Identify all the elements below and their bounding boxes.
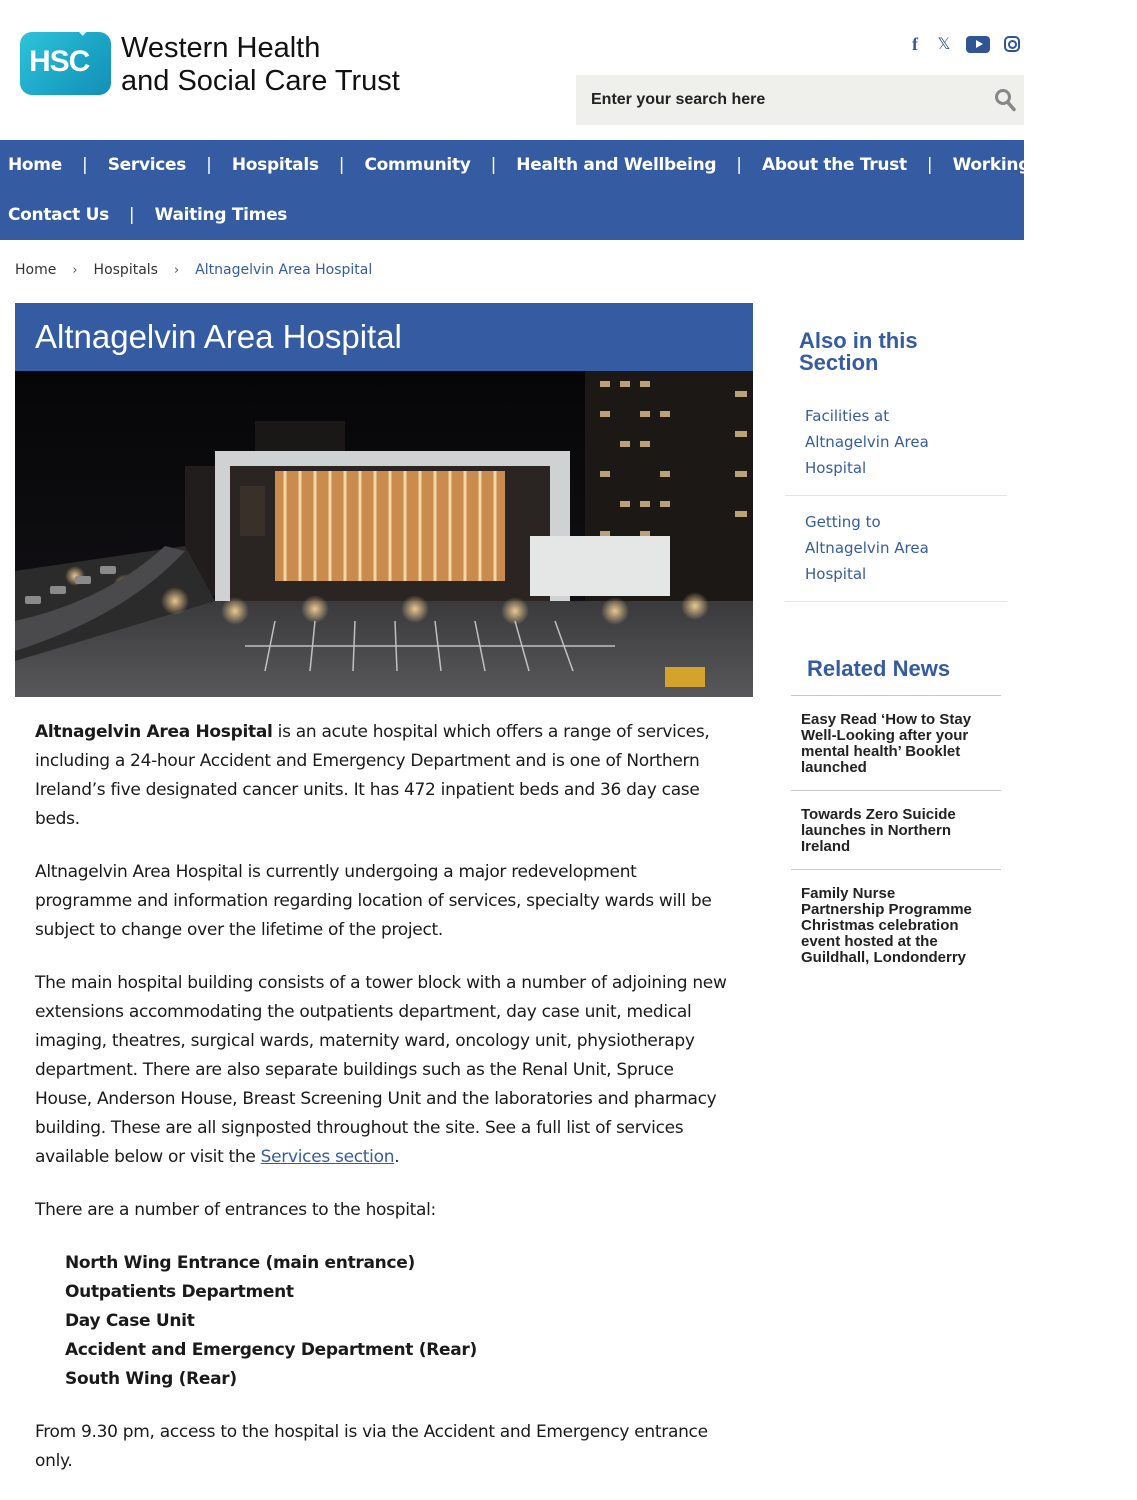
- news-title-line: Christmas celebration: [801, 917, 959, 934]
- logo-swoosh-icon: [69, 22, 129, 107]
- news-title-line: Ireland: [801, 838, 851, 855]
- nav-separator: |: [338, 155, 345, 175]
- also-in-section-title: [799, 330, 918, 374]
- also-title-line2: Section: [799, 350, 879, 375]
- buildings-paragraph: [35, 969, 735, 1172]
- instagram-icon[interactable]: [1004, 36, 1020, 52]
- nav-services[interactable]: Services: [107, 155, 187, 175]
- sidebar-item-label: Getting to: [805, 513, 881, 531]
- entrances-list: [65, 1249, 735, 1394]
- news-title-line: mental health’ Booklet: [801, 743, 961, 760]
- nav-separator: |: [206, 155, 212, 175]
- divider: [791, 869, 1001, 870]
- breadcrumb-home[interactable]: Home: [15, 262, 57, 278]
- breadcrumb-current[interactable]: Altnagelvin Area Hospital: [195, 262, 373, 278]
- nav-separator: |: [128, 205, 135, 225]
- nav-row-1: [8, 140, 1137, 190]
- nav-waiting-times[interactable]: Waiting Times: [154, 205, 288, 225]
- divider: [791, 790, 1001, 791]
- news-title-line: event hosted at the: [801, 933, 938, 950]
- org-name-line1: Western Health: [121, 32, 321, 64]
- list-item: South Wing (Rear): [65, 1369, 237, 1389]
- news-title-line: Easy Read ‘How to Stay: [801, 711, 972, 728]
- nav-separator: |: [81, 155, 88, 175]
- list-item: North Wing Entrance (main entrance): [65, 1253, 415, 1273]
- intro-paragraph: [35, 718, 735, 834]
- facebook-icon[interactable]: f: [912, 33, 918, 54]
- sidebar-item-label: Altnagelvin Area: [805, 433, 929, 451]
- nav-working-for-us[interactable]: Working for Us: [952, 155, 1092, 175]
- news-title-line: Partnership Programme: [801, 901, 972, 918]
- news-title-line: Family Nurse: [801, 885, 896, 902]
- page-title: Altnagelvin Area Hospital: [35, 318, 402, 355]
- search-bar: [576, 75, 1024, 125]
- sidebar-item-label: Hospital: [805, 459, 867, 477]
- news-item-zero-suicide[interactable]: [801, 807, 991, 855]
- list-item: Outpatients Department: [65, 1282, 294, 1302]
- nav-health-wellbeing[interactable]: Health and Wellbeing: [516, 155, 717, 175]
- nav-home[interactable]: Home: [8, 155, 62, 175]
- services-section-link[interactable]: Services section: [260, 1147, 395, 1167]
- hospital-night-photo: [15, 371, 753, 697]
- main-nav: [0, 140, 1117, 240]
- search-icon[interactable]: [994, 88, 1016, 112]
- nav-separator: |: [490, 155, 497, 175]
- nav-hospitals[interactable]: Hospitals: [231, 155, 319, 175]
- nav-separator: |: [736, 155, 743, 175]
- list-item: Accident and Emergency Department (Rear): [65, 1340, 477, 1360]
- entrances-intro: There are a number of entrances to the hospital:: [35, 1200, 436, 1220]
- hsc-logo-badge[interactable]: [20, 32, 111, 95]
- breadcrumb-hospitals[interactable]: Hospitals: [93, 262, 158, 278]
- buildings-text: The main hospital building consists of a tower block with a number of adjoining new extensions accommodating the outpatients department, day case unit, medical imaging, theatres, surgical wards, maternity ward, oncology unit, physiotherapy department. There are also separate buildings such as the Renal Unit, Spruce House, Anderson House, Breast Screening Unit and the laboratories and pharmacy building. These are all signposted throughout the site. See a full list of services available below or visit the: [35, 973, 727, 1167]
- sidebar-item-getting-to[interactable]: [785, 509, 1007, 602]
- news-title-line: launches in Northern: [801, 822, 952, 839]
- news-title-line: Well-Looking after your: [801, 727, 969, 744]
- news-title-line: Towards Zero Suicide: [801, 806, 956, 823]
- news-title-line: launched: [801, 759, 867, 776]
- news-title-line: Guildhall, Londonderry: [801, 949, 966, 966]
- news-item-family-nurse[interactable]: [801, 886, 991, 966]
- org-name-line2: and Social Care Trust: [121, 65, 400, 97]
- logo-badge-text: HSC: [29, 45, 90, 78]
- buildings-text-end: .: [394, 1147, 400, 1167]
- nav-separator: |: [1111, 155, 1117, 175]
- redevelopment-paragraph: Altnagelvin Area Hospital is currently undergoing a major redevelopment programme and information regarding location of services, specialty wards will be subject to change over the lifetime of the project.: [35, 862, 712, 940]
- sidebar-item-label: Facilities at: [805, 407, 890, 425]
- main-content: [35, 718, 735, 1500]
- sidebar-item-label: Hospital: [805, 565, 867, 583]
- org-name[interactable]: [121, 32, 400, 98]
- page-title-bar: [15, 303, 753, 371]
- sidebar-item-label: Altnagelvin Area: [805, 539, 929, 557]
- breadcrumb: [15, 262, 372, 278]
- chevron-right-icon: ›: [173, 262, 180, 278]
- hero-image: [15, 371, 753, 697]
- nav-community[interactable]: Community: [364, 155, 471, 175]
- related-news-title: Related News: [807, 656, 951, 681]
- youtube-icon[interactable]: [966, 36, 990, 53]
- list-item: Day Case Unit: [65, 1311, 195, 1331]
- also-title-line1: Also in this: [799, 328, 918, 353]
- nav-about-trust[interactable]: About the Trust: [762, 155, 907, 175]
- night-access-paragraph: From 9.30 pm, access to the hospital is via the Accident and Emergency entrance only.: [35, 1422, 708, 1471]
- nav-row-2: [8, 190, 287, 240]
- nav-contact-us[interactable]: Contact Us: [8, 205, 109, 225]
- search-input[interactable]: [576, 75, 976, 125]
- hospital-name-bold: Altnagelvin Area Hospital: [35, 722, 273, 742]
- x-icon[interactable]: 𝕏: [937, 36, 951, 53]
- site-header: [0, 0, 1024, 140]
- intro-text: is an acute hospital which offers a range of services, including a 24-hour Accident and Emergency Department and is one of Northern Ireland’s five designated cancer units. It has 472 inpatient beds and 36 day case beds.: [35, 722, 710, 829]
- chevron-right-icon: ›: [72, 262, 78, 278]
- divider: [791, 695, 1001, 696]
- nav-separator: |: [926, 155, 933, 175]
- sidebar-item-facilities[interactable]: [785, 403, 1007, 496]
- social-links: [908, 34, 1020, 54]
- news-item-easy-read[interactable]: [801, 712, 991, 776]
